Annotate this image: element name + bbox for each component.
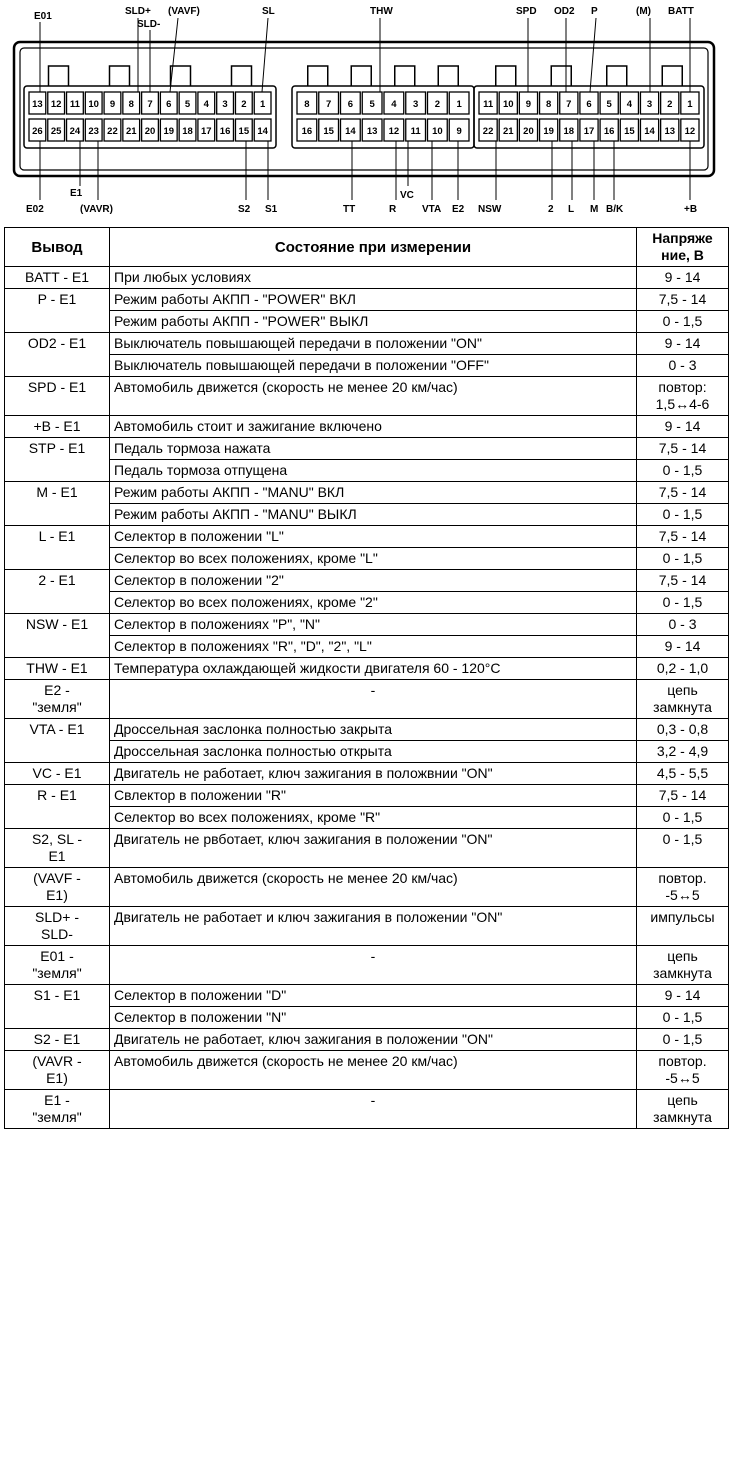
label-M-bottom: M <box>590 204 599 215</box>
condition-cell: Температура охлаждающей жидкости двигателя 60 - 120°C <box>110 658 637 680</box>
connector-latch-tab <box>607 66 627 86</box>
label-E02: E02 <box>26 204 44 215</box>
voltage-cell: 4,5 - 5,5 <box>637 763 729 785</box>
label-VC: VC <box>400 190 414 201</box>
connector-pin-number: 12 <box>684 126 696 137</box>
table-header-row <box>5 228 729 267</box>
voltage-spec-table <box>4 227 729 1129</box>
table-row <box>5 570 729 592</box>
connector-pin-number: 18 <box>182 126 193 137</box>
connector-pin-number: 16 <box>219 126 231 137</box>
pin-cell: P - E1 <box>5 289 110 333</box>
condition-cell: Автомобиль стоит и зажигание включено <box>110 416 637 438</box>
condition-cell: Двигатель не рвботает, ключ зажигания в положении "ON" <box>110 829 637 868</box>
pin-cell: VC - E1 <box>5 763 110 785</box>
label-E01: E01 <box>34 11 52 22</box>
connector-pin-number: 5 <box>369 99 375 110</box>
connector-pin-number: 14 <box>644 126 655 137</box>
connector-latch-tab <box>551 66 571 86</box>
table-row <box>5 719 729 741</box>
table-row <box>5 548 729 570</box>
connector-latch-tab <box>662 66 682 86</box>
header-voltage <box>637 228 729 267</box>
connector-pin-number: 25 <box>50 126 62 137</box>
voltage-cell: 7,5 - 14 <box>637 438 729 460</box>
condition-cell: Педаль тормоза нажата <box>110 438 637 460</box>
pin-cell: BATT - E1 <box>5 267 110 289</box>
voltage-cell: 3,2 - 4,9 <box>637 741 729 763</box>
connector-pin-number: 2 <box>667 99 673 110</box>
condition-cell: Двигатель не работает, ключ зажигания в положении "ON" <box>110 1029 637 1051</box>
table-row <box>5 785 729 807</box>
pin-cell: SPD - E1 <box>5 377 110 416</box>
table-row <box>5 333 729 355</box>
connector-latch-tab <box>308 66 328 86</box>
connector-block-frame <box>474 86 704 148</box>
condition-cell: Селектор во всех положениях, кроме "2" <box>110 592 637 614</box>
voltage-cell: цепь замкнута <box>637 946 729 985</box>
connector-leader-line <box>262 18 268 92</box>
connector-leader-line <box>590 18 596 92</box>
voltage-cell: 0 - 1,5 <box>637 1029 729 1051</box>
condition-cell: Селектор в положениях "R", "D", "2", "L" <box>110 636 637 658</box>
condition-cell: Селектор в положении "D" <box>110 985 637 1007</box>
connector-pin-number: 15 <box>624 126 635 137</box>
label-S1: S1 <box>265 204 278 215</box>
voltage-cell: 7,5 - 14 <box>637 526 729 548</box>
connector-diagram <box>0 0 730 227</box>
table-row <box>5 1051 729 1090</box>
connector-pin-number: 8 <box>128 99 134 110</box>
label-L: L <box>568 204 575 215</box>
table-row <box>5 829 729 868</box>
condition-cell: Автомобиль движется (скорость не менее 20 км/час) <box>110 1051 637 1090</box>
connector-pin-number: 19 <box>163 126 175 137</box>
voltage-cell: 0 - 1,5 <box>637 592 729 614</box>
label-THW: THW <box>370 6 393 17</box>
pin-cell: S2, SL - E1 <box>5 829 110 868</box>
connector-pin-number: 3 <box>222 99 228 110</box>
connector-pin-number: 11 <box>483 99 494 110</box>
connector-latch-tab <box>171 66 191 86</box>
condition-cell: Селектор во всех положениях, кроме "R" <box>110 807 637 829</box>
connector-pin-number: 7 <box>147 99 153 110</box>
table-row <box>5 377 729 416</box>
connector-pin-number: 8 <box>545 99 552 110</box>
label-E1: E1 <box>70 188 83 199</box>
condition-cell: - <box>110 946 637 985</box>
connector-pin-number: 12 <box>388 126 400 137</box>
pin-cell: R - E1 <box>5 785 110 829</box>
pin-cell: S2 - E1 <box>5 1029 110 1051</box>
table-row <box>5 355 729 377</box>
table-row <box>5 636 729 658</box>
connector-pin-number: 11 <box>410 126 421 137</box>
connector-pin-number: 17 <box>583 126 595 137</box>
voltage-cell: 0,3 - 0,8 <box>637 719 729 741</box>
table-row <box>5 289 729 311</box>
voltage-cell: 7,5 - 14 <box>637 482 729 504</box>
connector-pin-number: 2 <box>241 99 247 110</box>
pin-cell: L - E1 <box>5 526 110 570</box>
voltage-cell: 0 - 1,5 <box>637 311 729 333</box>
pin-cell: E01 - "земля" <box>5 946 110 985</box>
voltage-cell: 9 - 14 <box>637 416 729 438</box>
connector-pin-number: 24 <box>69 126 81 137</box>
header-condition: Состояние при измерении <box>110 228 637 267</box>
table-row <box>5 592 729 614</box>
connector-pin-number: 18 <box>563 126 575 137</box>
table-row <box>5 267 729 289</box>
voltage-cell: 9 - 14 <box>637 636 729 658</box>
connector-pin-number: 26 <box>32 126 43 137</box>
connector-pin-number: 9 <box>456 126 462 137</box>
table-row <box>5 868 729 907</box>
label-OD2: OD2 <box>554 6 575 17</box>
connector-pin-number: 20 <box>144 126 156 137</box>
table-row <box>5 1007 729 1029</box>
voltage-cell: повтор. -5↔5 <box>637 1051 729 1090</box>
pin-cell: (VAVR - E1) <box>5 1051 110 1090</box>
pin-cell: SLD+ - SLD- <box>5 907 110 946</box>
label-NSW: NSW <box>478 204 502 215</box>
voltage-cell: повтор. -5↔5 <box>637 868 729 907</box>
connector-pin-number: 9 <box>525 99 532 110</box>
table-row <box>5 504 729 526</box>
voltage-cell: 0 - 1,5 <box>637 548 729 570</box>
label-VTA: VTA <box>422 204 442 215</box>
connector-leader-line <box>170 18 178 92</box>
label-plus-B: +B <box>684 204 698 215</box>
label-TT: TT <box>343 204 356 215</box>
table-row <box>5 526 729 548</box>
connector-pin-number: 4 <box>626 99 633 110</box>
connector-pin-number: 13 <box>366 126 378 137</box>
connector-pin-number: 3 <box>646 99 653 110</box>
connector-pin-number: 13 <box>664 126 676 137</box>
voltage-cell: импульсы <box>637 907 729 946</box>
connector-pin-number: 1 <box>687 99 693 110</box>
pin-cell: THW - E1 <box>5 658 110 680</box>
pin-cell: E1 - "земля" <box>5 1090 110 1129</box>
connector-pin-number: 23 <box>88 126 99 137</box>
voltage-cell: 9 - 14 <box>637 985 729 1007</box>
voltage-cell: 9 - 14 <box>637 333 729 355</box>
connector-pin-number: 21 <box>502 126 514 137</box>
voltage-cell: 0 - 3 <box>637 355 729 377</box>
condition-cell: Режим работы АКПП - "POWER" ВЫКЛ <box>110 311 637 333</box>
table-row <box>5 438 729 460</box>
table-row <box>5 658 729 680</box>
label-BK: B/K <box>606 204 624 215</box>
table-row <box>5 680 729 719</box>
connector-pin-number: 6 <box>166 99 172 110</box>
label-VAVF: (VAVF) <box>168 6 200 17</box>
pin-cell: E2 - "земля" <box>5 680 110 719</box>
table-row <box>5 946 729 985</box>
connector-pin-number: 22 <box>107 126 118 137</box>
connector-pin-number: 14 <box>345 126 356 137</box>
label-SLD-plus: SLD+ <box>125 6 151 17</box>
voltage-cell: 7,5 - 14 <box>637 785 729 807</box>
voltage-cell: 9 - 14 <box>637 267 729 289</box>
pin-cell: VTA - E1 <box>5 719 110 763</box>
connector-pin-number: 11 <box>69 99 80 110</box>
table-row <box>5 741 729 763</box>
table-row <box>5 416 729 438</box>
connector-pin-number: 3 <box>412 99 419 110</box>
voltage-cell: повтор: 1,5↔4-6 <box>637 377 729 416</box>
condition-cell: Автомобиль движется (скорость не менее 20 км/час) <box>110 377 637 416</box>
table-row <box>5 482 729 504</box>
connector-pin-number: 15 <box>323 126 334 137</box>
label-BATT: BATT <box>668 6 694 17</box>
header-voltage-line2: ние, В <box>661 247 704 263</box>
condition-cell: Дроссельная заслонка полностью открыта <box>110 741 637 763</box>
pin-cell: STP - E1 <box>5 438 110 482</box>
voltage-cell: 7,5 - 14 <box>637 570 729 592</box>
table-body <box>5 267 729 1129</box>
condition-cell: Свлектор в положении "R" <box>110 785 637 807</box>
connector-latch-tab <box>110 66 130 86</box>
condition-cell: При любых условиях <box>110 267 637 289</box>
connector-pin-number: 16 <box>301 126 313 137</box>
label-VAVR: (VAVR) <box>80 204 113 215</box>
connector-pin-number: 1 <box>456 99 462 110</box>
header-voltage-line1: Напряже <box>652 230 713 246</box>
table-row <box>5 1029 729 1051</box>
voltage-cell: 0 - 1,5 <box>637 460 729 482</box>
connector-pin-number: 2 <box>434 99 441 110</box>
connector-pin-number: 16 <box>603 126 615 137</box>
voltage-cell: 0,2 - 1,0 <box>637 658 729 680</box>
voltage-cell: 0 - 1,5 <box>637 504 729 526</box>
condition-cell: Автомобиль движется (скорость не менее 20 км/час) <box>110 868 637 907</box>
connector-pin-number: 10 <box>432 126 443 137</box>
connector-pin-number: 19 <box>543 126 554 137</box>
connector-pin-number: 5 <box>184 99 191 110</box>
table-row <box>5 614 729 636</box>
connector-pin-number: 14 <box>257 126 268 137</box>
condition-cell: Режим работы АКПП - "MANU" ВЫКЛ <box>110 504 637 526</box>
connector-latch-tab <box>438 66 458 86</box>
connector-pin-number: 17 <box>201 126 212 137</box>
connector-block-frame <box>24 86 276 148</box>
voltage-cell: цепь замкнута <box>637 680 729 719</box>
connector-pin-number: 1 <box>259 99 266 110</box>
condition-cell: Педаль тормоза отпущена <box>110 460 637 482</box>
voltage-cell: 0 - 1,5 <box>637 1007 729 1029</box>
condition-cell: Двигатель не работает, ключ зажигания в положвнии "ON" <box>110 763 637 785</box>
connector-pin-number: 12 <box>50 99 62 110</box>
voltage-cell: 0 - 1,5 <box>637 829 729 868</box>
connector-pin-number: 4 <box>203 99 209 110</box>
condition-cell: Режим работы АКПП - "MANU" ВКЛ <box>110 482 637 504</box>
connector-pin-number: 13 <box>32 99 43 110</box>
table-row <box>5 460 729 482</box>
connector-pin-number: 5 <box>606 99 612 110</box>
condition-cell: - <box>110 680 637 719</box>
pin-cell: NSW - E1 <box>5 614 110 658</box>
pin-cell: 2 - E1 <box>5 570 110 614</box>
label-R: R <box>389 204 397 215</box>
connector-pin-number: 22 <box>482 126 494 137</box>
connector-pin-number: 7 <box>325 99 332 110</box>
label-P: P <box>591 6 598 17</box>
connector-pinout-svg <box>0 0 730 227</box>
table-row <box>5 807 729 829</box>
label-E2: E2 <box>452 204 465 215</box>
label-SL: SL <box>262 6 275 17</box>
connector-pin-number: 21 <box>125 126 137 137</box>
table-row <box>5 907 729 946</box>
condition-cell: Двигатель не работает и ключ зажигания в положении "ON" <box>110 907 637 946</box>
voltage-cell: 7,5 - 14 <box>637 289 729 311</box>
connector-pin-number: 15 <box>238 126 250 137</box>
connector-latch-tab <box>496 66 516 86</box>
voltage-cell: цепь замкнута <box>637 1090 729 1129</box>
connector-pin-number: 7 <box>566 99 572 110</box>
connector-pin-number: 8 <box>304 99 310 110</box>
label-2: 2 <box>548 204 554 215</box>
connector-pin-number: 20 <box>523 126 534 137</box>
label-SLD-minus: SLD- <box>137 19 161 30</box>
voltage-cell: 0 - 3 <box>637 614 729 636</box>
table-row <box>5 763 729 785</box>
label-S2: S2 <box>238 204 251 215</box>
condition-cell: Селектор в положении "N" <box>110 1007 637 1029</box>
condition-cell: Дроссельная заслонка полностью закрыта <box>110 719 637 741</box>
connector-latch-tab <box>395 66 415 86</box>
condition-cell: Селектор в положении "2" <box>110 570 637 592</box>
voltage-cell: 0 - 1,5 <box>637 807 729 829</box>
condition-cell: Выключатель повышающей передачи в положении "ON" <box>110 333 637 355</box>
pin-cell: S1 - E1 <box>5 985 110 1029</box>
table-row <box>5 985 729 1007</box>
label-M-top: (M) <box>636 6 651 17</box>
pin-cell: (VAVF - E1) <box>5 868 110 907</box>
header-pin: Вывод <box>5 228 110 267</box>
connector-latch-tab <box>232 66 252 86</box>
pin-cell: OD2 - E1 <box>5 333 110 377</box>
table-row <box>5 311 729 333</box>
pin-cell: +B - E1 <box>5 416 110 438</box>
condition-cell: Селектор в положении "L" <box>110 526 637 548</box>
condition-cell: - <box>110 1090 637 1129</box>
connector-latch-tab <box>351 66 371 86</box>
condition-cell: Селектор в положениях "P", "N" <box>110 614 637 636</box>
connector-pin-number: 6 <box>586 99 592 110</box>
connector-pin-number: 9 <box>109 99 116 110</box>
connector-latch-tab <box>49 66 69 86</box>
connector-pin-number: 10 <box>88 99 99 110</box>
pin-cell: M - E1 <box>5 482 110 526</box>
connector-pin-number: 10 <box>502 99 514 110</box>
connector-pin-number: 6 <box>347 99 354 110</box>
condition-cell: Селектор во всех положениях, кроме "L" <box>110 548 637 570</box>
condition-cell: Выключатель повышающей передачи в положении "OFF" <box>110 355 637 377</box>
condition-cell: Режим работы АКПП - "POWER" ВКЛ <box>110 289 637 311</box>
label-SPD: SPD <box>516 6 537 17</box>
connector-pin-number: 4 <box>391 99 397 110</box>
table-row <box>5 1090 729 1129</box>
